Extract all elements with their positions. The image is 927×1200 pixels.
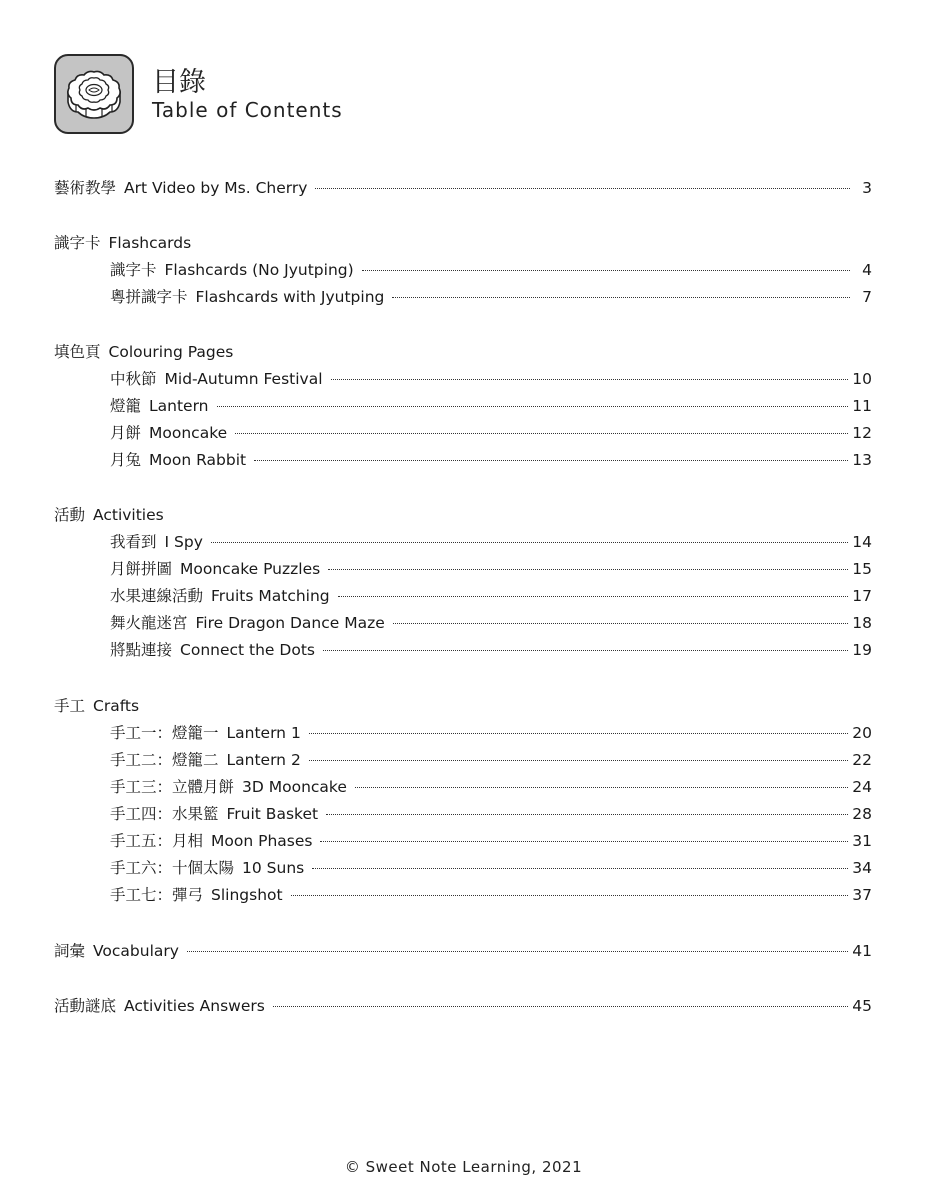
toc-entry-chinese: 手工 bbox=[54, 697, 86, 715]
toc-entry bbox=[110, 611, 872, 635]
copyright-footer: © Sweet Note Learning, 2021 bbox=[344, 1158, 583, 1176]
toc-entry-english: Slingshot bbox=[211, 886, 283, 904]
dot-leader bbox=[309, 759, 848, 761]
toc-entry-chinese: 燈籠 bbox=[110, 397, 142, 415]
toc-entry-chinese: 活動 bbox=[54, 506, 86, 524]
toc-entry bbox=[54, 939, 872, 963]
dot-leader bbox=[331, 378, 849, 380]
toc-entry bbox=[110, 421, 872, 445]
toc-entry bbox=[110, 448, 872, 472]
toc-entry bbox=[110, 721, 872, 745]
toc-entry-english: Flashcards bbox=[108, 234, 192, 252]
toc-entry-chinese: 填色頁 bbox=[54, 343, 101, 361]
dot-leader bbox=[315, 187, 850, 189]
toc-entry bbox=[110, 829, 872, 853]
toc-section-heading bbox=[54, 503, 872, 527]
dot-leader bbox=[338, 595, 849, 597]
toc-entry-english: Colouring Pages bbox=[108, 343, 234, 361]
dot-leader bbox=[362, 269, 850, 271]
toc-entry-english: 3D Mooncake bbox=[242, 778, 347, 796]
page-number: 14 bbox=[852, 533, 872, 551]
dot-leader bbox=[328, 568, 848, 570]
toc-entry-english: I Spy bbox=[164, 533, 203, 551]
toc-entry-chinese: 手工七：彈弓 bbox=[110, 886, 204, 904]
toc-entry bbox=[110, 285, 872, 309]
page-number: 11 bbox=[852, 397, 872, 415]
page-number: 4 bbox=[862, 261, 872, 279]
toc-entry-english: Flashcards with Jyutping bbox=[195, 288, 385, 306]
toc-entry-english: Mid-Autumn Festival bbox=[164, 370, 323, 388]
toc-entry bbox=[110, 638, 872, 662]
toc-entry-english: Vocabulary bbox=[93, 942, 179, 960]
toc-entry-chinese: 手工五：月相 bbox=[110, 832, 204, 850]
dot-leader bbox=[326, 813, 848, 815]
page-number: 34 bbox=[852, 859, 872, 877]
dot-leader bbox=[273, 1005, 848, 1007]
toc-entry-english: Art Video by Ms. Cherry bbox=[124, 179, 308, 197]
toc-entry bbox=[110, 775, 872, 799]
toc-entry-chinese: 識字卡 bbox=[54, 234, 101, 252]
dot-leader bbox=[291, 894, 849, 896]
toc-entry-chinese: 手工四：水果籃 bbox=[110, 805, 219, 823]
page-number: 28 bbox=[852, 805, 872, 823]
toc-entry bbox=[110, 530, 872, 554]
toc-entry-english: Fruit Basket bbox=[226, 805, 319, 823]
toc-entry bbox=[110, 394, 872, 418]
toc-entry-english: Lantern bbox=[149, 397, 209, 415]
toc-entry-chinese: 舞火龍迷宮 bbox=[110, 614, 188, 632]
toc-entry-english: Moon Phases bbox=[211, 832, 313, 850]
page-number: 20 bbox=[852, 724, 872, 742]
toc-section-heading bbox=[54, 231, 872, 255]
toc-section-heading bbox=[54, 694, 872, 718]
logo bbox=[54, 54, 134, 134]
toc-entry-english: Mooncake Puzzles bbox=[180, 560, 321, 578]
toc-entry-chinese: 中秋節 bbox=[110, 370, 157, 388]
page-number: 19 bbox=[852, 641, 872, 659]
page-number: 22 bbox=[852, 751, 872, 769]
page-number: 41 bbox=[852, 942, 872, 960]
toc-entry-chinese: 手工一：燈籠一 bbox=[110, 724, 219, 742]
page-number: 17 bbox=[852, 587, 872, 605]
toc-entry-english: Mooncake bbox=[149, 424, 228, 442]
page-number: 37 bbox=[852, 886, 872, 904]
toc-entry-english: Crafts bbox=[93, 697, 140, 715]
toc-entry-chinese: 手工二：燈籠二 bbox=[110, 751, 219, 769]
toc-entry-chinese: 我看到 bbox=[110, 533, 157, 551]
toc-entry bbox=[54, 994, 872, 1018]
page-number: 12 bbox=[852, 424, 872, 442]
dot-leader bbox=[320, 840, 848, 842]
toc-entry-chinese: 識字卡 bbox=[110, 261, 157, 279]
page-number: 31 bbox=[852, 832, 872, 850]
dot-leader bbox=[312, 867, 848, 869]
toc-entry bbox=[110, 856, 872, 880]
dot-leader bbox=[355, 786, 848, 788]
page-title-chinese: 目錄 bbox=[152, 67, 206, 98]
toc-entry-chinese: 詞彙 bbox=[54, 942, 86, 960]
toc-entry-chinese: 月兔 bbox=[110, 451, 142, 469]
toc-entry-chinese: 月餅拼圖 bbox=[110, 560, 173, 578]
page-title-english: Table of Contents bbox=[152, 98, 343, 122]
dot-leader bbox=[323, 649, 848, 651]
toc-entry bbox=[110, 557, 872, 581]
page-header bbox=[54, 54, 343, 134]
toc-entry-english: Lantern 2 bbox=[226, 751, 301, 769]
page-number: 10 bbox=[852, 370, 872, 388]
toc-entry-chinese: 月餅 bbox=[110, 424, 142, 442]
page-number: 13 bbox=[852, 451, 872, 469]
toc-entry-english: Activities bbox=[93, 506, 164, 524]
toc-entry bbox=[110, 748, 872, 772]
toc-entry-chinese: 活動謎底 bbox=[54, 997, 117, 1015]
toc-entry-chinese: 藝術教學 bbox=[54, 179, 117, 197]
page-number: 24 bbox=[852, 778, 872, 796]
dot-leader bbox=[393, 622, 848, 624]
page-number: 45 bbox=[852, 997, 872, 1015]
toc-entry-english: 10 Suns bbox=[242, 859, 305, 877]
toc-entry bbox=[110, 883, 872, 907]
dot-leader bbox=[211, 541, 848, 543]
dot-leader bbox=[254, 459, 848, 461]
toc-entry-english: Flashcards (No Jyutping) bbox=[164, 261, 354, 279]
toc-entry bbox=[110, 367, 872, 391]
toc-entry-chinese: 水果連線活動 bbox=[110, 587, 204, 605]
toc-entry bbox=[110, 584, 872, 608]
dot-leader bbox=[392, 296, 850, 298]
toc-entry-english: Activities Answers bbox=[124, 997, 265, 1015]
page-number: 3 bbox=[862, 179, 872, 197]
toc-entry-english: Fire Dragon Dance Maze bbox=[195, 614, 385, 632]
dot-leader bbox=[235, 432, 848, 434]
dot-leader bbox=[187, 950, 848, 952]
toc-entry bbox=[54, 176, 872, 200]
toc-entry-chinese: 粵拼識字卡 bbox=[110, 288, 188, 306]
toc-entry-english: Fruits Matching bbox=[211, 587, 330, 605]
page-number: 15 bbox=[852, 560, 872, 578]
page-number: 18 bbox=[852, 614, 872, 632]
toc-entry bbox=[110, 258, 872, 282]
toc-entry-english: Lantern 1 bbox=[226, 724, 301, 742]
toc-entry-english: Moon Rabbit bbox=[149, 451, 247, 469]
page-number: 7 bbox=[862, 288, 872, 306]
toc-entry-chinese: 將點連接 bbox=[110, 641, 173, 659]
dot-leader bbox=[309, 732, 848, 734]
toc-entry-chinese: 手工三：立體月餅 bbox=[110, 778, 235, 796]
toc-entry-chinese: 手工六：十個太陽 bbox=[110, 859, 235, 877]
dot-leader bbox=[217, 405, 849, 407]
toc-section-heading bbox=[54, 340, 872, 364]
toc-entry bbox=[110, 802, 872, 826]
mooncake-icon bbox=[62, 62, 126, 126]
toc-entry-english: Connect the Dots bbox=[180, 641, 315, 659]
